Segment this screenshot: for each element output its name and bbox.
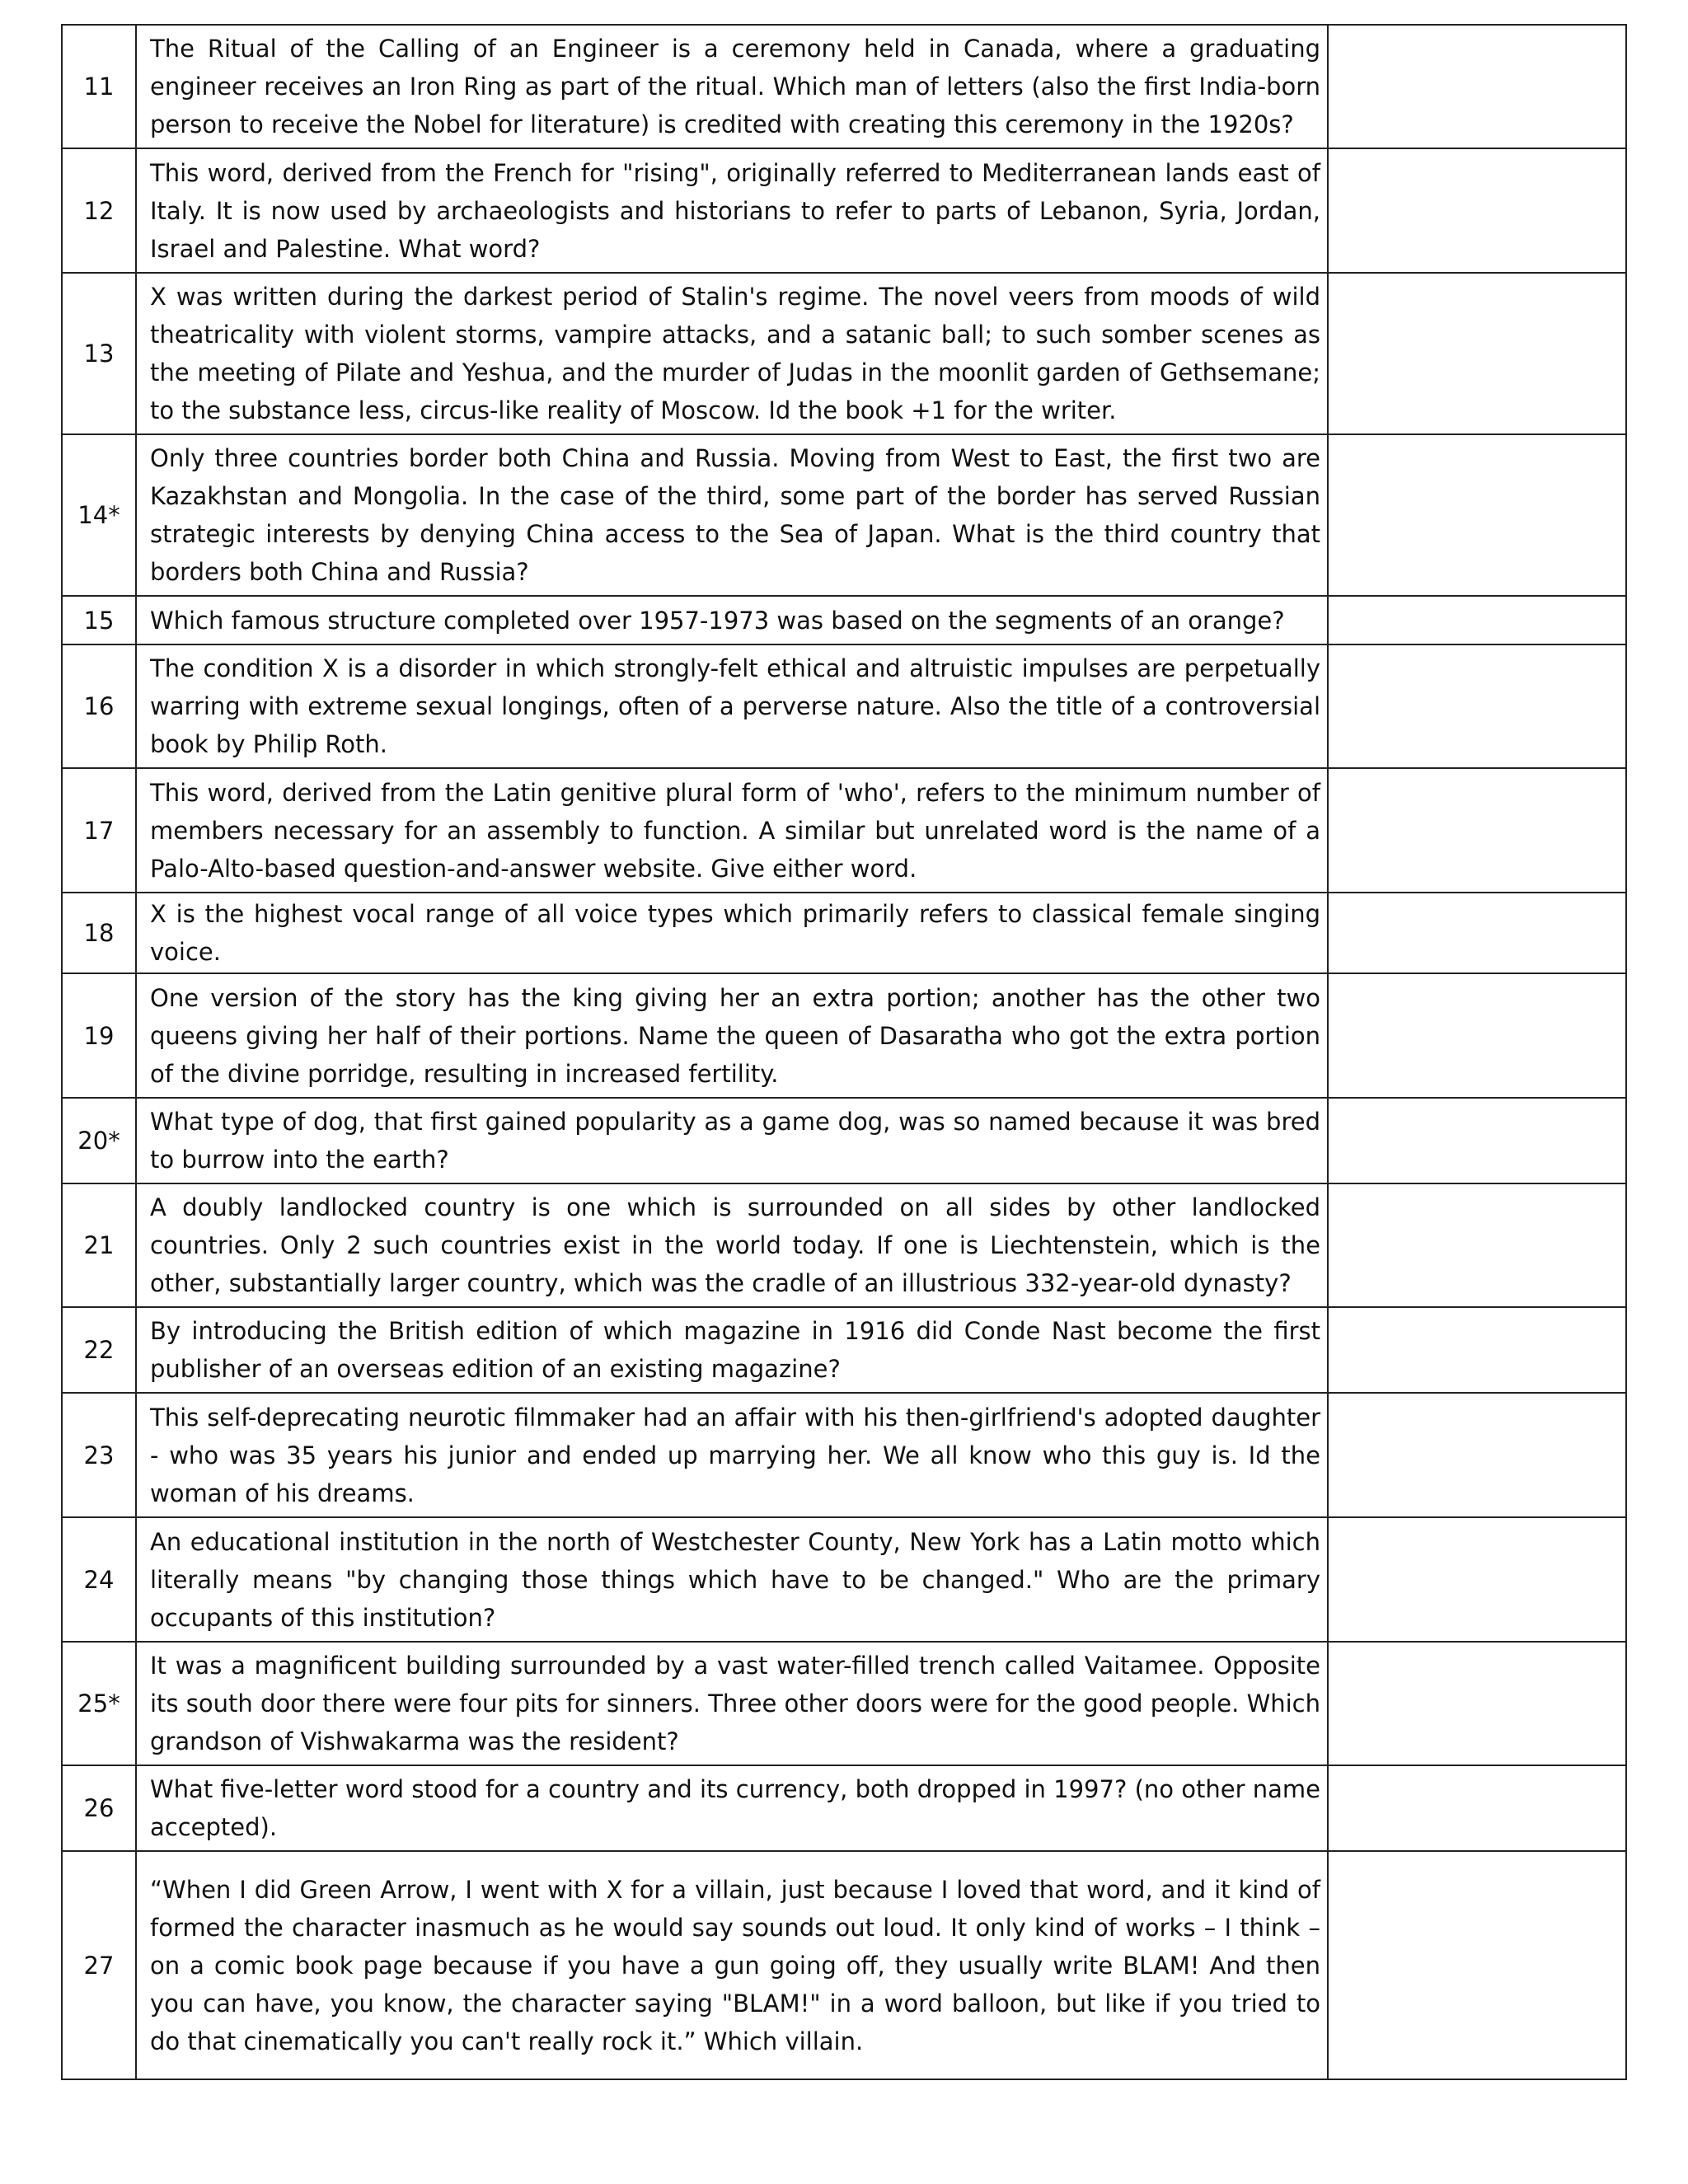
question-number: 22 [62, 1307, 136, 1393]
answer-cell[interactable] [1328, 1307, 1626, 1393]
table-row [62, 1393, 1626, 1517]
question-number: 13 [62, 273, 136, 434]
question-text: Only three countries border both China and Russia. Moving from West to East, the first two are Kazakhstan and Mongolia. In the case of the third, some part of the border has served Russian strategic interests by denying China access to the Sea of Japan. What is the third country that borders both China and Russia? [136, 434, 1328, 596]
table-row [62, 644, 1626, 768]
table-row [62, 768, 1626, 893]
answer-cell[interactable] [1328, 644, 1626, 768]
question-number: 11 [62, 25, 136, 148]
table-row [62, 273, 1626, 434]
table-row [62, 1642, 1626, 1765]
table-row [62, 434, 1626, 596]
answer-cell[interactable] [1328, 1642, 1626, 1765]
question-text: One version of the story has the king giving her an extra portion; another has the other two queens giving her half of their portions. Name the queen of Dasaratha who got the extra portion of the divine porridge, resulting in increased fertility. [136, 973, 1328, 1098]
question-text: It was a magnificent building surrounded by a vast water-filled trench called Vaitamee. Opposite its south door there were four pits for sinners. Three other doors were for the good people. Which grandson of Vishwakarma was the resident? [136, 1642, 1328, 1765]
question-text: X is the highest vocal range of all voice types which primarily refers to classical female singing voice. [136, 893, 1328, 973]
question-number: 23 [62, 1393, 136, 1517]
answer-cell[interactable] [1328, 973, 1626, 1098]
question-text: “When I did Green Arrow, I went with X for a villain, just because I loved that word, and it kind of formed the character inasmuch as he would say sounds out loud. It only kind of works – I think – on a comic book page because if you have a gun going off, they usually write BLAM! And then you can have, you know, the character saying "BLAM!" in a word balloon, but like if you tried to do that cinematically you can't really rock it.” Which villain. [136, 1851, 1328, 2079]
question-text: What five-letter word stood for a country and its currency, both dropped in 1997? (no other name accepted). [136, 1765, 1328, 1851]
question-text: This self-deprecating neurotic filmmaker had an affair with his then-girlfriend's adopted daughter - who was 35 years his junior and ended up marrying her. We all know who this guy is. Id the woman of his dreams. [136, 1393, 1328, 1517]
answer-cell[interactable] [1328, 1517, 1626, 1642]
question-number: 18 [62, 893, 136, 973]
answer-cell[interactable] [1328, 596, 1626, 644]
question-number: 26 [62, 1765, 136, 1851]
answer-cell[interactable] [1328, 893, 1626, 973]
table-row [62, 1765, 1626, 1851]
quiz-table [61, 24, 1627, 2080]
question-number: 24 [62, 1517, 136, 1642]
question-text: What type of dog, that first gained popularity as a game dog, was so named because it was bred to burrow into the earth? [136, 1098, 1328, 1183]
question-number: 15 [62, 596, 136, 644]
answer-cell[interactable] [1328, 148, 1626, 273]
question-text: A doubly landlocked country is one which is surrounded on all sides by other landlocked countries. Only 2 such countries exist in the world today. If one is Liechtenstein, which is the other, substantially larger country, which was the cradle of an illustrious 332-year-old dynasty? [136, 1183, 1328, 1307]
answer-cell[interactable] [1328, 25, 1626, 148]
question-text: X was written during the darkest period of Stalin's regime. The novel veers from moods of wild theatricality with violent storms, vampire attacks, and a satanic ball; to such somber scenes as the meeting of Pilate and Yeshua, and the murder of Judas in the moonlit garden of Gethsemane; to the substance less, circus-like reality of Moscow. Id the book +1 for the writer. [136, 273, 1328, 434]
question-text: This word, derived from the French for "rising", originally referred to Mediterranean lands east of Italy. It is now used by archaeologists and historians to refer to parts of Lebanon, Syria, Jordan, Israel and Palestine. What word? [136, 148, 1328, 273]
question-number: 27 [62, 1851, 136, 2079]
answer-cell[interactable] [1328, 434, 1626, 596]
answer-cell[interactable] [1328, 1765, 1626, 1851]
question-number: 14* [62, 434, 136, 596]
table-row [62, 973, 1626, 1098]
question-number: 12 [62, 148, 136, 273]
answer-cell[interactable] [1328, 1098, 1626, 1183]
question-text: By introducing the British edition of which magazine in 1916 did Conde Nast become the first publisher of an overseas edition of an existing magazine? [136, 1307, 1328, 1393]
answer-cell[interactable] [1328, 273, 1626, 434]
table-row [62, 596, 1626, 644]
question-number: 16 [62, 644, 136, 768]
table-row [62, 1851, 1626, 2079]
question-number: 20* [62, 1098, 136, 1183]
answer-cell[interactable] [1328, 1851, 1626, 2079]
answer-cell[interactable] [1328, 1183, 1626, 1307]
question-number: 19 [62, 973, 136, 1098]
table-row [62, 1307, 1626, 1393]
table-row [62, 1098, 1626, 1183]
table-row [62, 1183, 1626, 1307]
table-row [62, 148, 1626, 273]
table-row [62, 893, 1626, 973]
table-row [62, 25, 1626, 148]
answer-cell[interactable] [1328, 1393, 1626, 1517]
question-text: An educational institution in the north of Westchester County, New York has a Latin motto which literally means "by changing those things which have to be changed." Who are the primary occupants of this institution? [136, 1517, 1328, 1642]
question-text: The condition X is a disorder in which strongly-felt ethical and altruistic impulses are perpetually warring with extreme sexual longings, often of a perverse nature. Also the title of a controversial book by Philip Roth. [136, 644, 1328, 768]
question-number: 21 [62, 1183, 136, 1307]
question-number: 17 [62, 768, 136, 893]
question-number: 25* [62, 1642, 136, 1765]
question-text: The Ritual of the Calling of an Engineer is a ceremony held in Canada, where a graduating engineer receives an Iron Ring as part of the ritual. Which man of letters (also the first India-born person to receive the Nobel for literature) is credited with creating this ceremony in the 1920s? [136, 25, 1328, 148]
table-row [62, 1517, 1626, 1642]
question-text: This word, derived from the Latin genitive plural form of 'who', refers to the minimum number of members necessary for an assembly to function. A similar but unrelated word is the name of a Palo-Alto-based question-and-answer website. Give either word. [136, 768, 1328, 893]
question-text: Which famous structure completed over 1957-1973 was based on the segments of an orange? [136, 596, 1328, 644]
answer-cell[interactable] [1328, 768, 1626, 893]
